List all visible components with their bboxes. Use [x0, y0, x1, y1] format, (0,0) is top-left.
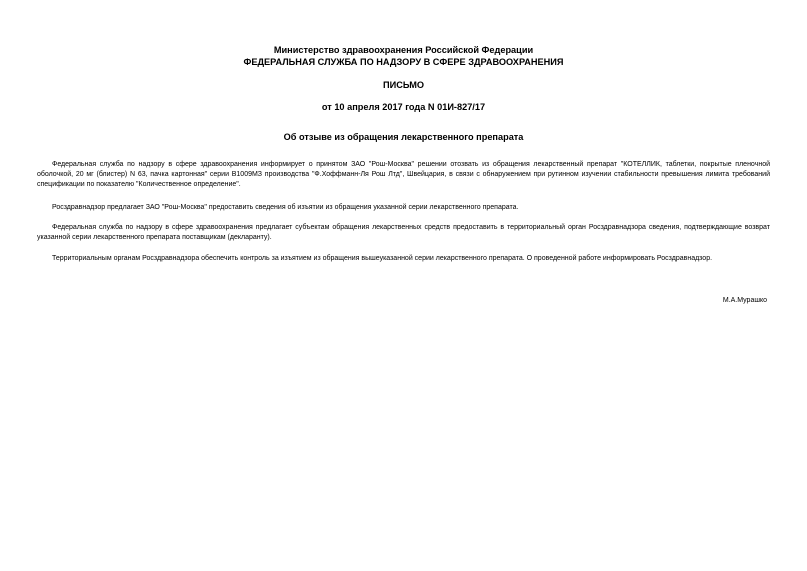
- document-date-number: от 10 апреля 2017 года N 01И-827/17: [321, 102, 486, 112]
- paragraph-1: Федеральная служба по надзору в сфере здравоохранения информирует о принятом ЗАО "Рош-Москва" решении отозвать из обращения лекарственный препарат "КОТЕЛЛИК, таблетки, покрытые пленочной оболочкой, 20 мг (блистер) N 63, пачка картонная" серии В1009МЗ производства "Ф.Хоффманн-Ля Рош Лтд", Швейцария, в связи с обнаружением при рутинном изучении стабильности превышения лимита требований спецификации по показателю "Количественное определение".: [37, 161, 770, 189]
- service-name: ФЕДЕРАЛЬНАЯ СЛУЖБА ПО НАДЗОРУ В СФЕРЕ ЗДРАВООХРАНЕНИЯ: [243, 57, 564, 67]
- document-subject: Об отзыве из обращения лекарственного препарата: [283, 132, 524, 142]
- signature-name: М.А.Мурашко: [722, 297, 767, 304]
- document-type: ПИСЬМО: [382, 80, 425, 90]
- paragraph-2: Росздравнадзор предлагает ЗАО "Рош-Москва" предоставить сведения об изъятии из обращения указанной серии лекарственного препарата.: [52, 204, 519, 211]
- paragraph-4: Территориальным органам Росздравнадзора обеспечить контроль за изъятием из обращения вышеуказанной серии лекарственного препарата. О проведенной работе информировать Росздравнадзор.: [52, 255, 713, 262]
- ministry-name: Министерство здравоохранения Российской Федерации: [273, 45, 534, 55]
- paragraph-3: Федеральная служба по надзору в сфере здравоохранения предлагает субъектам обращения лекарственных средств предоставить в территориальный орган Росздравнадзора сведения, подтверждающие возврат указанной серии лекарственного препарата поставщикам (декларанту).: [37, 224, 770, 242]
